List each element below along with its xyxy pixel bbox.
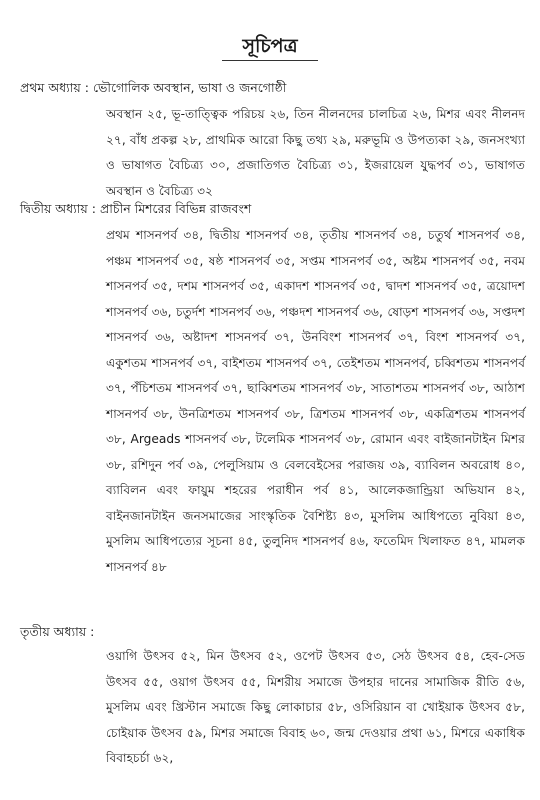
chapter-2-entries: প্রথম শাসনপর্ব ৩৪, দ্বিতীয় শাসনপর্ব ৩৪, তৃতীয় শাসনপর্ব ৩৪, চতুর্থ শাসনপর্ব ৩৪, পঞ্চম শাসনপর্ব ৩৫, ষষ্ঠ শাসনপর্ব ৩৫, সপ্তম শাসনপর্ব ৩৫, অষ্টম শাসনপর্ব ৩৫, নবম শাসনপর্ব ৩৫, দশম শাসনপর্ব ৩৫, একাদশ শাসনপর্ব ৩৫, দ্বাদশ শাসনপর্ব ৩৫, ত্রয়োদশ শাসনপর্ব ৩৬, চতুর্দশ শাসনপর্ব ৩৬, পঞ্চদশ শাসনপর্ব ৩৬, ষোড়শ শাসনপর্ব ৩৬, সপ্তদশ শাসনপর্ব ৩৬, অষ্টাদশ শাসনপর্ব ৩৭, উনবিংশ শাসনপর্ব ৩৭, বিংশ শাসনপর্ব ৩৭, একুশতম শাসনপর্ব ৩৭, বাইশতম শাসনপর্ব ৩৭, তেইশতম শাসনপর্ব, চব্বিশতম শাসনপর্ব ৩৭, পঁচিশতম শাসনপর্ব ৩৭, ছাব্বিশতম শাসনপর্ব ৩৮, সাতাশতম শাসনপর্ব ৩৮, আঠাশ শাসনপর্ব ৩৮, উনত্রিশতম শাসনপর্ব ৩৮, ত্রিশতম শাসনপর্ব ৩৮, একত্রিশতম শাসনপর্ব ৩৮, Argeads শাসনপর্ব ৩৮, টলেমিক শাসনপর্ব ৩৮, রোমান এবং বাইজানটাইন মিশর ৩৮, রশিদুন পর্ব ৩৯, পেলুসিয়াম ও বেলবেইসের পরাজয় ৩৯, ব্যাবিলন অবরোধ ৪০, ব্যাবিলন এবং ফায়ুম শহরের পরাধীন পর্ব ৪১, আলেকজান্ড্রিয়া অভিযান ৪২, বাইনজানটাইন জনসমাজের সাংস্কৃতিক বৈশিষ্ট্য ৪৩, মুসলিম আধিপত্যে নুবিয়া ৪৩, মুসলিম আধিপত্যের সূচনা ৪৫, তুলুনিদ শাসনপর্ব ৪৬, ফতেমিদ খিলাফত ৪৭, মামলক শাসনপর্ব ৪৮ [106, 228, 525, 574]
chapter-1-title: ভৌগোলিক অবস্থান, ভাষা ও জনগোষ্ঠী [92, 80, 287, 95]
chapter-2 [20, 197, 525, 580]
chapter-2-heading [20, 197, 525, 220]
chapter-2-label: দ্বিতীয় অধ্যায় : [20, 201, 96, 216]
chapter-1-label: প্রথম অধ্যায় : [20, 80, 89, 95]
chapter-1 [20, 76, 525, 204]
chapter-1-heading [20, 76, 525, 99]
chapter-2-title: প্রাচীন মিশরের বিভিন্ন রাজবংশ [99, 201, 252, 216]
chapter-3 [20, 620, 525, 772]
title-underline [222, 60, 318, 61]
chapter-3-heading [20, 620, 525, 643]
page-title: সূচিপত্র [242, 35, 298, 57]
chapter-1-entries: অবস্থান ২৫, ভূ-তাত্ত্বিক পরিচয় ২৬, তিন নীলনদের চালচিত্র ২৬, মিশর এবং নীলনদ ২৭, বাঁধ প্রকল্প ২৮, প্রাথমিক আরো কিছু তথ্য ২৯, মরুভূমি ও উপত্যকা ২৯, জনসংখ্যা ও ভাষাগত বৈচিত্র্য ৩০, প্রজাতিগত বৈচিত্র্য ৩১, ইজরায়েল যুদ্ধপর্ব ৩১, ভাষাগত অবস্থান ও বৈচিত্র্য ৩২ [106, 107, 525, 198]
chapter-3-entries: ওয়াগি উৎসব ৫২, মিন উৎসব ৫২, ওপেট উৎসব ৫৩, সেঠ উৎসব ৫৪, হেব-সেড উৎসব ৫৫, ওয়াগ উৎসব ৫৫, মিশরীয় সমাজে উপহার দানের সামাজিক রীতি ৫৬, মুসলিম এবং খ্রিস্টান সমাজে কিছু লোকাচার ৫৮, ওসিরিয়ান বা খোইয়াক উৎসব ৫৮, চোইয়াক উৎসব ৫৯, মিশর সমাজে বিবাহ ৬০, জন্ম দেওয়ার প্রথা ৬১, মিশরে একাধিক বিবাহচর্চা ৬২, [106, 649, 525, 765]
chapter-3-label: তৃতীয় অধ্যায় : [20, 624, 95, 639]
